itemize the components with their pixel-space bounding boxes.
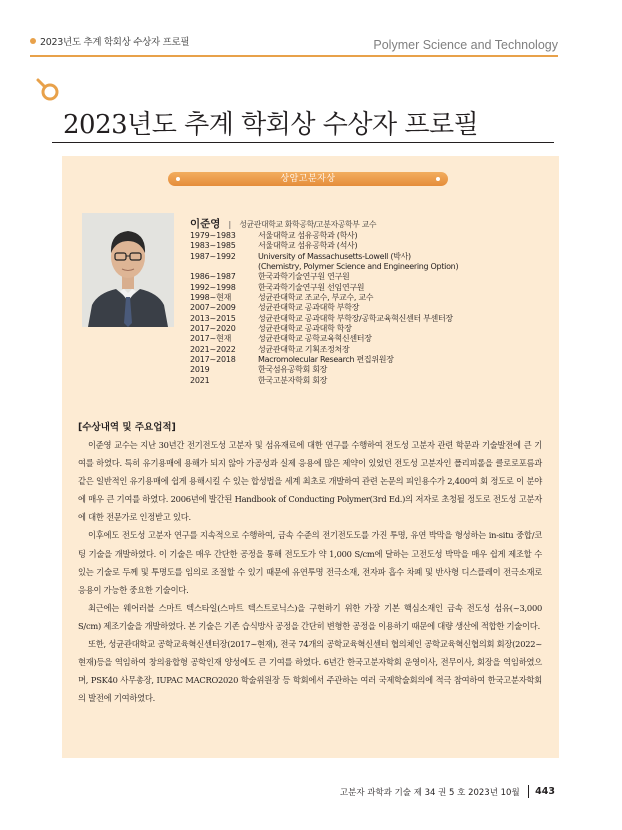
- career-year: 1983~1985: [190, 241, 236, 251]
- body-paragraph: 이준영 교수는 지난 30년간 전기전도성 고분자 및 섬유재료에 대한 연구를 수행하여 전도성 고분자 관련 학문과 기술발전에 큰 기여를 하였다. 특히 유기용매에 용해가 되지 않아 가공성과 실제 응용에 많은 제약이 있었던 전도성 고분자인 폴리피롤을 클로로포름과 같은 일반적인 유기용매에 쉽게 용해시킬 수 있는 합성법을 세계 최초로 개발하여 관련 논문의 피인용수가 2,400여 회 정도로 이 분야에 매우 큰 기여를 하였다. 2006년에 발간된 Handbook of Conducting Polymer(3rd Ed.)의 저자로 초청될 정도로 전도성 고분자에 대한 전문가로 인정받고 있다.: [78, 440, 542, 523]
- career-item: [190, 283, 458, 293]
- career-desc: 한국고분자학회 회장: [258, 375, 328, 385]
- career-year: [190, 262, 258, 272]
- footer-divider: [528, 785, 530, 798]
- portrait-illustration: [82, 213, 174, 327]
- header-bullet-icon: [30, 38, 36, 44]
- profile-name: 이준영: [190, 218, 221, 230]
- career-year: 2013~2015: [190, 313, 236, 323]
- body-paragraph: 최근에는 웨어러블 스마트 텍스타일(스마트 텍스트로닉스)을 구현하기 위한 가장 기본 핵심소재인 금속 전도성 섬유(~3,000 S/cm) 제조기술을 개발하였다. 본 기술은 기존 습식방사 공정을 간단히 변형한 공정을 이용하기 때문에 대량 생산에 적합한 기술이다.: [78, 602, 542, 631]
- profile-affiliation: 성균관대학교 화학공학/고분자공학부 교수: [239, 220, 377, 229]
- career-desc: 성균관대학교 공학교육혁신센터장: [258, 334, 372, 344]
- profile-name-line: [190, 212, 376, 231]
- career-item: [190, 262, 458, 272]
- career-item: [190, 355, 458, 365]
- career-item: [190, 324, 458, 334]
- running-header-title: 2023년도 추계 학회상 수상자 프로필: [40, 37, 190, 48]
- career-year: 1979~1983: [190, 231, 236, 240]
- body-paragraph: 이후에도 전도성 고분자 연구를 지속적으로 수행하여, 금속 수준의 전기전도도를 가진 투명, 유연 박막을 형성하는 in-situ 중합/코팅 기술을 개발하였다. 이 기술은 매우 간단한 공정을 통해 전도도가 약 1,000 S/cm에 달하는 고전도성 박막을 매우 쉽게 제조할 수 있는 기술로 두께 및 투명도를 임의로 조절할 수 있기 때문에 유연투명 전극소재, 전자파 흡수 차폐 및 반사형 디스플레이 전극소재로 응용이 가능한 중요한 기술이다.: [78, 530, 542, 595]
- badge-bullet-icon: [176, 177, 180, 181]
- career-desc: 한국섬유공학회 회장: [258, 365, 328, 375]
- career-item: [190, 293, 458, 303]
- title-rule: [52, 142, 554, 143]
- achievements-body: [78, 436, 542, 707]
- career-item: [190, 272, 458, 282]
- career-desc: Macromolecular Research 편집위원장: [258, 355, 394, 365]
- career-year: 1998~현재: [190, 293, 232, 303]
- award-label: 상암고분자상: [280, 174, 336, 184]
- career-item: [190, 231, 458, 241]
- career-year: 2017~2020: [190, 324, 236, 334]
- award-badge: [168, 172, 448, 186]
- name-separator: |: [228, 220, 232, 229]
- career-desc: University of Massachusetts-Lowell (박사): [258, 251, 411, 261]
- career-item: [190, 365, 458, 375]
- career-year: 2019: [190, 365, 210, 375]
- career-desc: 성균관대학교 공과대학 부학장: [258, 303, 360, 313]
- career-item: [190, 345, 458, 355]
- page-footer: [340, 785, 555, 798]
- career-year: 2017~2018: [190, 355, 236, 365]
- career-year: 2017~현재: [190, 334, 232, 344]
- page-number: 443: [535, 786, 555, 797]
- career-desc: 성균관대학교 조교수, 부교수, 교수: [258, 293, 374, 303]
- section-title: [수상내역 및 주요업적]: [78, 422, 176, 433]
- body-paragraph: 또한, 성균관대학교 공학교육혁신센터장(2017~현재), 전국 74개의 공학교육혁신센터 협의체인 공학교육혁신협의회 회장(2022~현재)등을 역임하여 창의융합형 공학인재 양성에도 큰 기여를 하였다. 6년간 한국고분자학회 운영이사, 전무이사, 회장을 역임하였으며, PSK40 사무총장, IUPAC MACRO2020 학술위원장 등 학회에서 주관하는 여러 국제학술회의에 적극 참여하여 한국고분자학회의 발전에 기여하였다.: [78, 639, 542, 704]
- career-year: 1986~1987: [190, 272, 236, 282]
- career-desc: 성균관대학교 공과대학 학장: [258, 324, 352, 334]
- career-item: [190, 241, 458, 251]
- career-desc: 성균관대학교 기획조정처장: [258, 344, 350, 354]
- career-desc: 서울대학교 섬유공학과 (학사): [258, 231, 358, 240]
- career-year: 2021~2022: [190, 344, 236, 354]
- career-desc: 한국과학기술연구원 선임연구원: [258, 282, 365, 292]
- career-year: 1992~1998: [190, 282, 236, 292]
- running-header-journal: Polymer Science and Technology: [373, 38, 558, 52]
- career-year: 1987~1992: [190, 251, 236, 261]
- career-list: [190, 231, 458, 386]
- badge-bullet-icon: [436, 177, 440, 181]
- career-item: [190, 252, 458, 262]
- career-item: [190, 334, 458, 344]
- career-year: 2021: [190, 375, 210, 385]
- career-desc: (Chemistry, Polymer Science and Engineering Option): [258, 262, 459, 272]
- magnifier-icon: [34, 76, 62, 102]
- page-title: 2023년도 추계 학회상 수상자 프로필: [63, 110, 479, 140]
- career-item: [190, 376, 458, 386]
- header-rule: [30, 55, 558, 57]
- career-desc: 성균관대학교 공과대학 부학장/공학교육혁신센터 부센터장: [258, 313, 453, 323]
- portrait-photo: [82, 213, 174, 327]
- footer-journal: 고분자 과학과 기술 제 34 권 5 호 2023년 10월: [339, 787, 520, 798]
- career-desc: 한국과학기술연구원 연구원: [258, 272, 350, 282]
- career-item: [190, 303, 458, 313]
- career-item: [190, 314, 458, 324]
- career-desc: 서울대학교 섬유공학과 (석사): [258, 241, 358, 251]
- career-year: 2007~2009: [190, 303, 236, 313]
